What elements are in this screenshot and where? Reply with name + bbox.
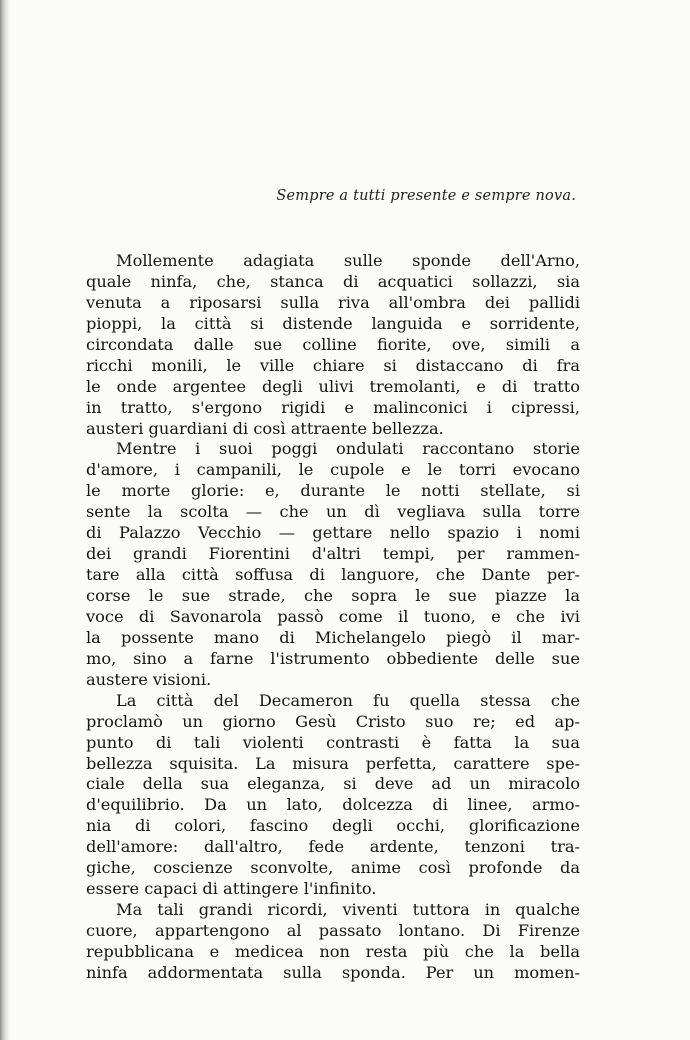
epigraph: Sempre a tutti presente e sempre nova. [276,188,576,204]
text-line: pioppi, la città si distende languida e sorridente, [86,313,580,333]
text-line: ciale della sua eleganza, si deve ad un miracolo [86,774,580,794]
page-binding-edge [0,0,10,1040]
text-line: quale ninfa, che, stanca di acquatici sollazzi, sia [86,271,580,291]
text-line: ricchi monili, le ville chiare si distaccano di fra [86,355,580,375]
text-line: tare alla città soffusa di languore, che Dante per- [86,565,580,585]
text-line: austere visioni. [86,669,212,689]
text-line: nia di colori, fascino degli occhi, glorificazione [86,816,580,836]
text-line: in tratto, s'ergono rigidi e malinconici i cipressi, [86,397,580,417]
text-line: di Palazzo Vecchio — gettare nello spazio i nomi [86,523,580,543]
text-line: le onde argentee degli ulivi tremolanti, e di tratto [86,376,580,396]
body-text [86,251,580,984]
text-line: corse le sue strade, che sopra le sue piazze la [86,586,580,605]
text-line: proclamò un giorno Gesù Cristo suo re; ed ap- [86,711,580,731]
text-line: giche, coscienze sconvolte, anime così profonde da [86,858,580,878]
text-line: Mollemente adagiata sulle sponde dell'Arno, [116,251,580,270]
text-line: La città del Decameron fu quella stessa che [116,690,580,710]
text-line: voce di Savonarola passò come il tuono, e che ivi [86,606,580,626]
text-line: essere capaci di attingere l'infinito. [86,879,377,899]
text-line: bellezza squisita. La misura perfetta, carattere spe- [86,753,580,773]
text-line: dell'amore: dall'altro, fede ardente, tenzoni tra- [86,837,580,857]
text-line: circondata dalle sue colline fiorite, ove, simili a [86,334,580,354]
text-line: dei grandi Fiorentini d'altri tempi, per rammen- [86,544,580,564]
text-line: d'equilibrio. Da un lato, dolcezza di linee, armo- [86,795,580,815]
text-line: le morte glorie: e, durante le notti stellate, si [86,481,580,501]
text-line: cuore, appartengono al passato lontano. Di Firenze [86,921,580,940]
text-line: repubblicana e medicea non resta più che la bella [86,941,580,961]
text-line: punto di tali violenti contrasti è fatta la sua [86,732,580,752]
text-line: austeri guardiani di così attraente bellezza. [86,418,444,438]
text-line: mo, sino a farne l'istrumento obbediente delle sue [86,648,580,668]
text-line: Mentre i suoi poggi ondulati raccontano storie [116,439,580,459]
text-line: d'amore, i campanili, le cupole e le torri evocano [86,460,580,480]
text-line: ninfa addormentata sulla sponda. Per un momen- [86,962,580,982]
text-line: la possente mano di Michelangelo piegò il mar- [86,627,580,647]
text-line: sente la scolta — che un dì vegliava sulla torre [86,502,580,522]
text-line: Ma tali grandi ricordi, viventi tuttora in qualche [116,900,580,920]
text-line: venuta a riposarsi sulla riva all'ombra dei pallidi [86,292,580,312]
